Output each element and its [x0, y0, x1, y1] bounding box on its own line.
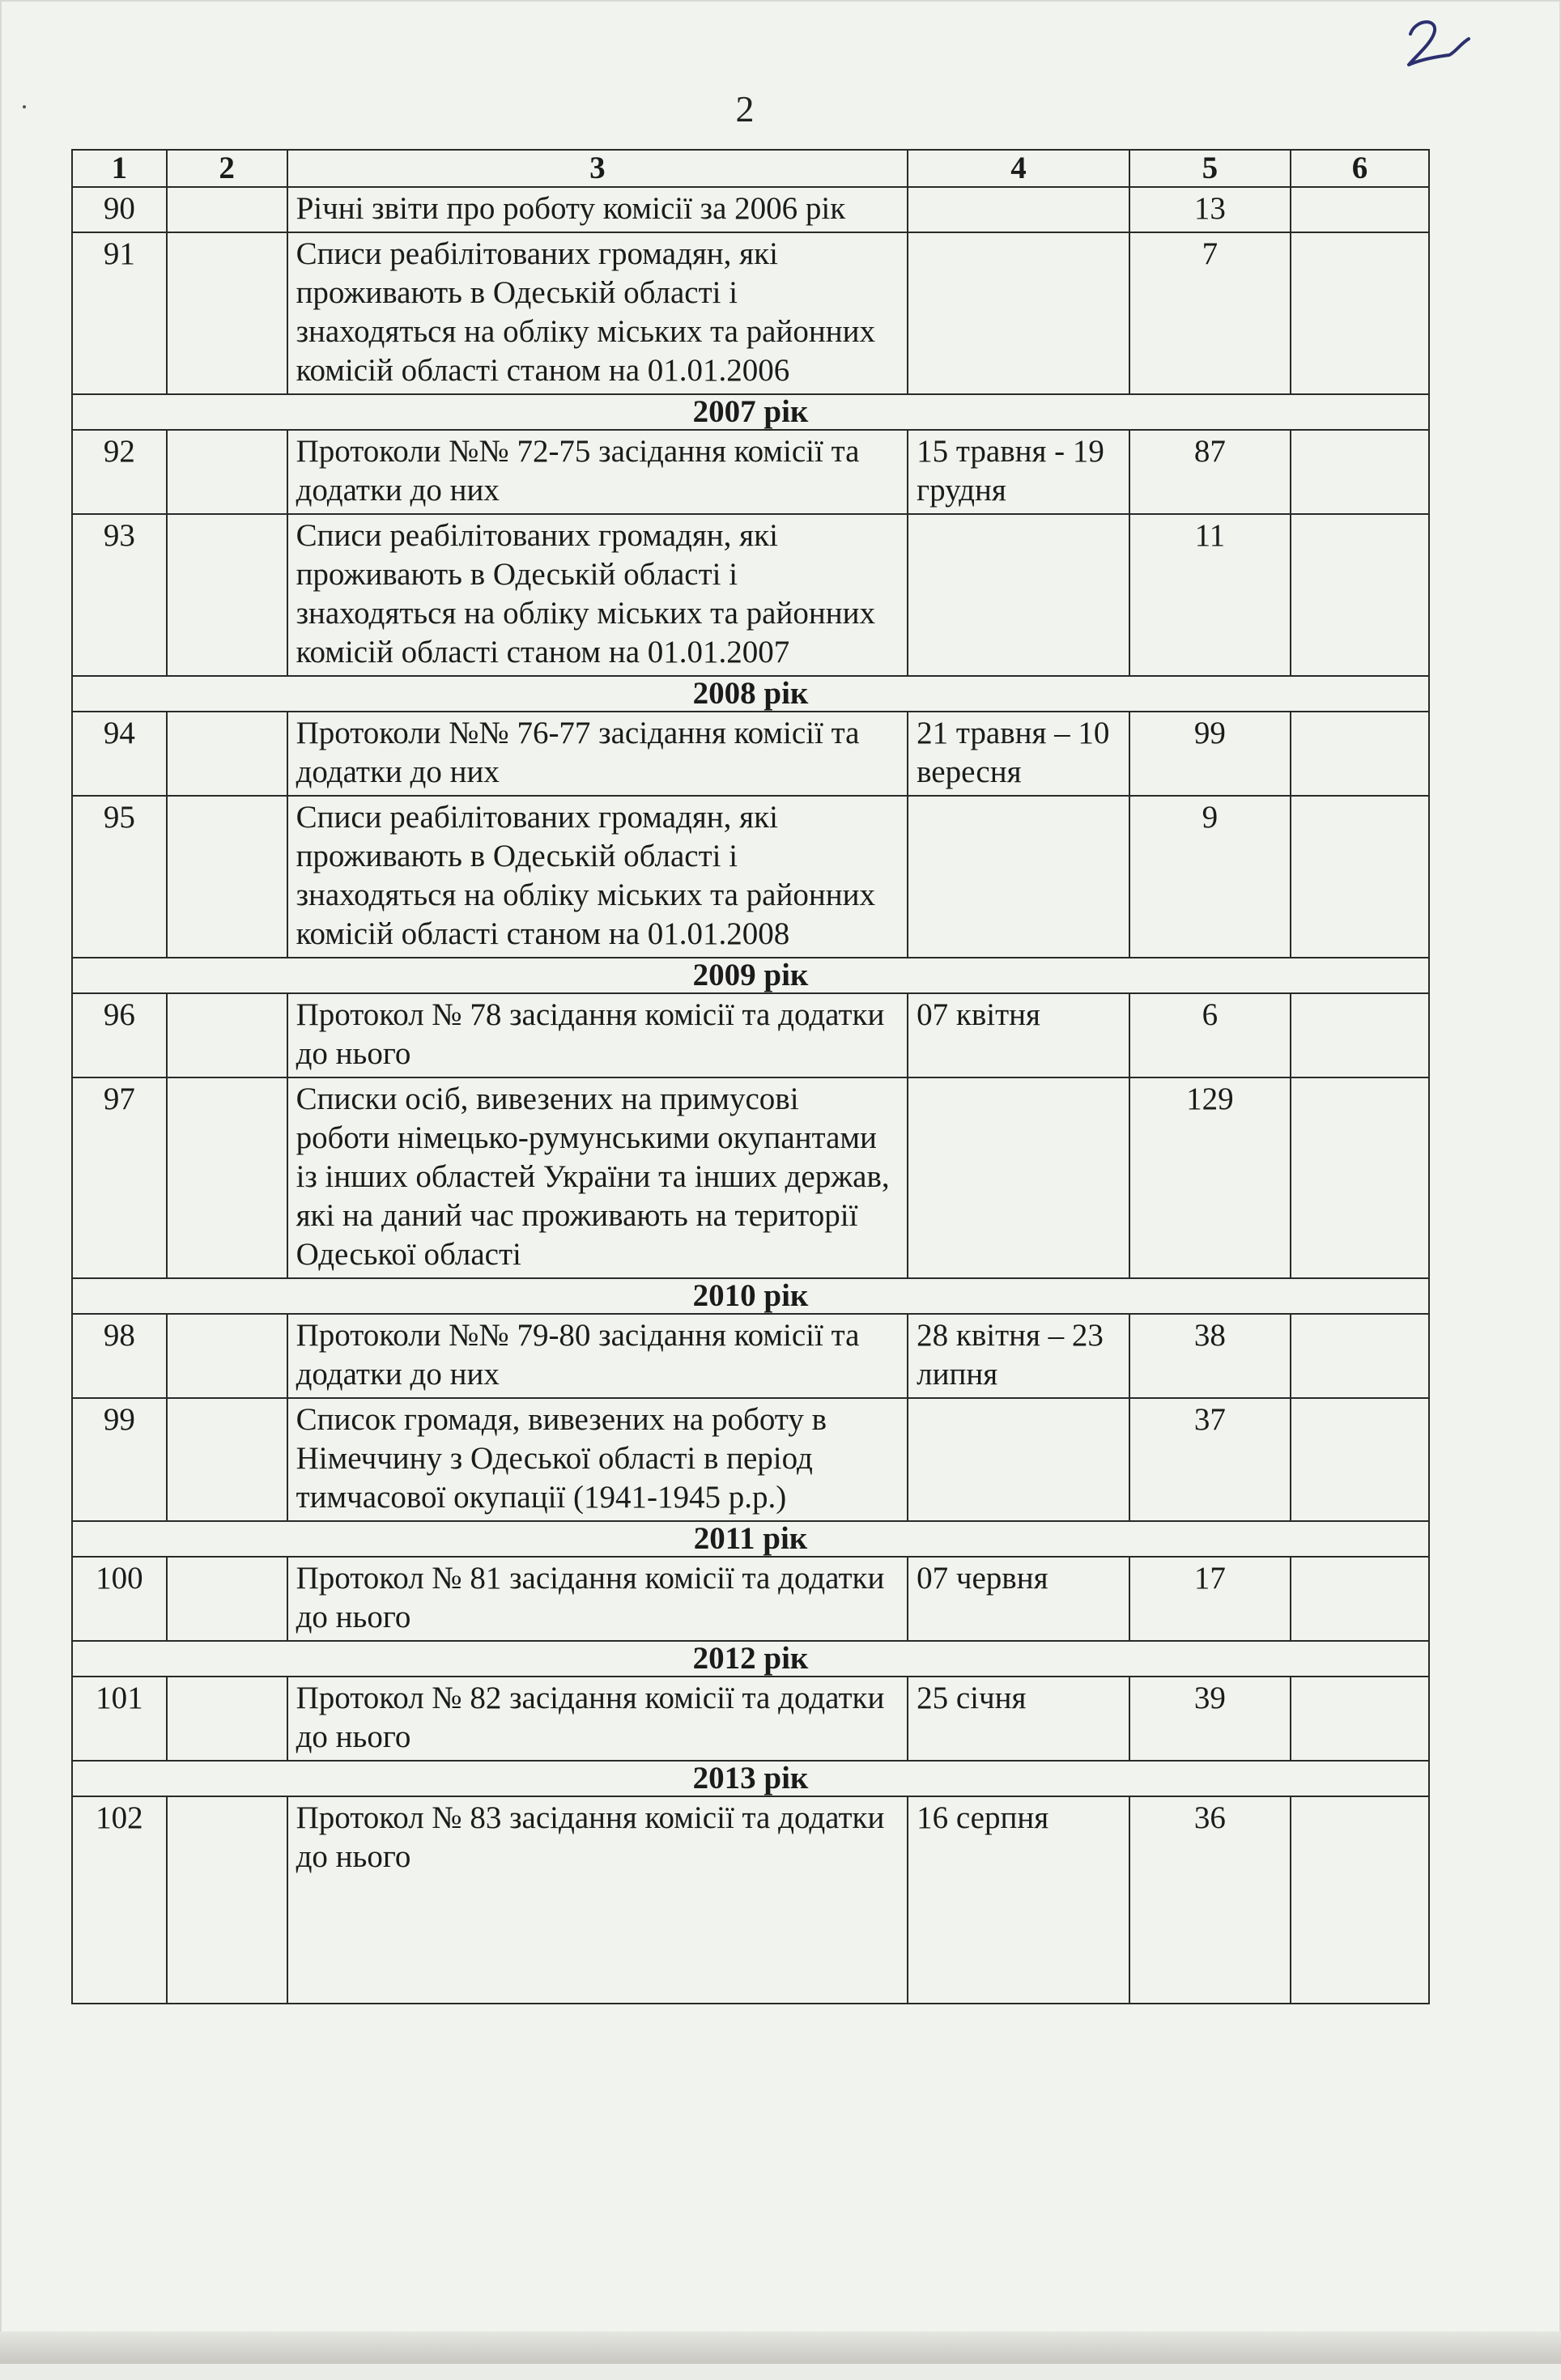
- date-range-cell: 21 травня – 10 вересня: [908, 712, 1129, 796]
- sheet-count-cell: 37: [1129, 1398, 1291, 1521]
- sheet-count-cell: 11: [1129, 514, 1291, 676]
- date-range-cell: 07 квітня: [908, 993, 1129, 1077]
- table-body: [72, 187, 1429, 2004]
- item-number-cell: 101: [72, 1677, 167, 1761]
- sheet-count-cell: 38: [1129, 1314, 1291, 1398]
- date-range-cell: 15 травня - 19 грудня: [908, 430, 1129, 514]
- item-number-cell: 99: [72, 1398, 167, 1521]
- table-row: [72, 993, 1429, 1077]
- year-section-row: [72, 1641, 1429, 1677]
- year-section-row: [72, 676, 1429, 712]
- notes-cell: [1291, 1314, 1429, 1398]
- sheet-count-cell: 7: [1129, 232, 1291, 394]
- item-title-cell: Протоколи №№ 72-75 засідання комісії та додатки до них: [287, 430, 908, 514]
- year-heading: 2013 рік: [72, 1761, 1429, 1796]
- item-title-cell: Річні звіти про роботу комісії за 2006 рік: [287, 187, 908, 232]
- sheet-count-cell: 99: [1129, 712, 1291, 796]
- item-number-cell: 100: [72, 1557, 167, 1641]
- date-range-cell: [908, 1398, 1129, 1521]
- item-title-cell: Протокол № 81 засідання комісії та додатки до нього: [287, 1557, 908, 1641]
- notes-cell: [1291, 1677, 1429, 1761]
- year-section-row: [72, 1761, 1429, 1796]
- item-number-cell: 92: [72, 430, 167, 514]
- notes-cell: [1291, 514, 1429, 676]
- date-range-cell: 07 червня: [908, 1557, 1129, 1641]
- notes-cell: [1291, 1077, 1429, 1278]
- year-heading: 2007 рік: [72, 394, 1429, 430]
- table-row: [72, 430, 1429, 514]
- notes-cell: [1291, 993, 1429, 1077]
- header-col-6: 6: [1291, 150, 1429, 187]
- column-2-cell: [167, 1677, 287, 1761]
- sheet-count-cell: 13: [1129, 187, 1291, 232]
- column-2-cell: [167, 1314, 287, 1398]
- table-row: [72, 1677, 1429, 1761]
- header-row: [72, 150, 1429, 187]
- column-2-cell: [167, 1077, 287, 1278]
- item-number-cell: 90: [72, 187, 167, 232]
- sheet-count-cell: 39: [1129, 1677, 1291, 1761]
- header-col-4: 4: [908, 150, 1129, 187]
- item-number-cell: 95: [72, 796, 167, 958]
- year-heading: 2009 рік: [72, 958, 1429, 993]
- column-2-cell: [167, 1557, 287, 1641]
- sheet-count-cell: 9: [1129, 796, 1291, 958]
- date-range-cell: [908, 187, 1129, 232]
- date-range-cell: 16 серпня: [908, 1796, 1129, 2004]
- column-2-cell: [167, 514, 287, 676]
- notes-cell: [1291, 430, 1429, 514]
- column-2-cell: [167, 712, 287, 796]
- sheet-count-cell: 87: [1129, 430, 1291, 514]
- item-title-cell: Списи реабілітованих громадян, які проживають в Одеській області і знаходяться на обліку міських та районних комісій області станом на 01.01.2008: [287, 796, 908, 958]
- column-2-cell: [167, 1796, 287, 2004]
- column-2-cell: [167, 187, 287, 232]
- table-row: [72, 1557, 1429, 1641]
- date-range-cell: 28 квітня – 23 липня: [908, 1314, 1129, 1398]
- table-row: [72, 796, 1429, 958]
- year-section-row: [72, 1278, 1429, 1314]
- year-section-row: [72, 1521, 1429, 1557]
- table-row: [72, 187, 1429, 232]
- table-header: [72, 150, 1429, 187]
- item-number-cell: 102: [72, 1796, 167, 2004]
- sheet-count-cell: 129: [1129, 1077, 1291, 1278]
- sheet-count-cell: 17: [1129, 1557, 1291, 1641]
- item-number-cell: 93: [72, 514, 167, 676]
- item-title-cell: Протоколи №№ 79-80 засідання комісії та додатки до них: [287, 1314, 908, 1398]
- year-section-row: [72, 394, 1429, 430]
- column-2-cell: [167, 430, 287, 514]
- item-number-cell: 91: [72, 232, 167, 394]
- item-title-cell: Протокол № 78 засідання комісії та додатки до нього: [287, 993, 908, 1077]
- page-number: 2: [735, 88, 755, 130]
- item-title-cell: Списи реабілітованих громадян, які проживають в Одеській області і знаходяться на обліку міських та районних комісій області станом на 01.01.2006: [287, 232, 908, 394]
- table-row: [72, 514, 1429, 676]
- item-title-cell: Протокол № 82 засідання комісії та додатки до нього: [287, 1677, 908, 1761]
- item-number-cell: 97: [72, 1077, 167, 1278]
- column-2-cell: [167, 232, 287, 394]
- date-range-cell: [908, 232, 1129, 394]
- handwritten-page-number: [1399, 15, 1472, 79]
- item-title-cell: Списки осіб, вивезених на примусові роботи німецько-румунськими окупантами із інших областей України та інших держав, які на даний час проживають на території Одеської області: [287, 1077, 908, 1278]
- item-title-cell: Список громадя, вивезених на роботу в Німеччину з Одеської області в період тимчасової окупації (1941-1945 р.р.): [287, 1398, 908, 1521]
- year-section-row: [72, 958, 1429, 993]
- notes-cell: [1291, 1557, 1429, 1641]
- year-heading: 2010 рік: [72, 1278, 1429, 1314]
- item-number-cell: 98: [72, 1314, 167, 1398]
- notes-cell: [1291, 796, 1429, 958]
- item-number-cell: 94: [72, 712, 167, 796]
- header-col-2: 2: [167, 150, 287, 187]
- year-heading: 2012 рік: [72, 1641, 1429, 1677]
- table-row: [72, 712, 1429, 796]
- sheet-count-cell: 36: [1129, 1796, 1291, 2004]
- column-2-cell: [167, 1398, 287, 1521]
- header-col-1: 1: [72, 150, 167, 187]
- column-2-cell: [167, 796, 287, 958]
- date-range-cell: [908, 1077, 1129, 1278]
- header-col-5: 5: [1129, 150, 1291, 187]
- notes-cell: [1291, 1398, 1429, 1521]
- item-number-cell: 96: [72, 993, 167, 1077]
- year-heading: 2008 рік: [72, 676, 1429, 712]
- date-range-cell: [908, 796, 1129, 958]
- table-row: [72, 1314, 1429, 1398]
- item-title-cell: Протоколи №№ 76-77 засідання комісії та додатки до них: [287, 712, 908, 796]
- notes-cell: [1291, 232, 1429, 394]
- year-heading: 2011 рік: [72, 1521, 1429, 1557]
- notes-cell: [1291, 1796, 1429, 2004]
- date-range-cell: [908, 514, 1129, 676]
- table-row: [72, 232, 1429, 394]
- notes-cell: [1291, 187, 1429, 232]
- register-table: [71, 149, 1430, 2004]
- sheet-count-cell: 6: [1129, 993, 1291, 1077]
- notes-cell: [1291, 712, 1429, 796]
- table-row: [72, 1077, 1429, 1278]
- column-2-cell: [167, 993, 287, 1077]
- table-row: [72, 1398, 1429, 1521]
- table-row: [72, 1796, 1429, 2004]
- header-col-3: 3: [287, 150, 908, 187]
- item-title-cell: Списи реабілітованих громадян, які проживають в Одеській області і знаходяться на обліку міських та районних комісій області станом на 01.01.2007: [287, 514, 908, 676]
- date-range-cell: 25 січня: [908, 1677, 1129, 1761]
- item-title-cell: Протокол № 83 засідання комісії та додатки до нього: [287, 1796, 908, 2004]
